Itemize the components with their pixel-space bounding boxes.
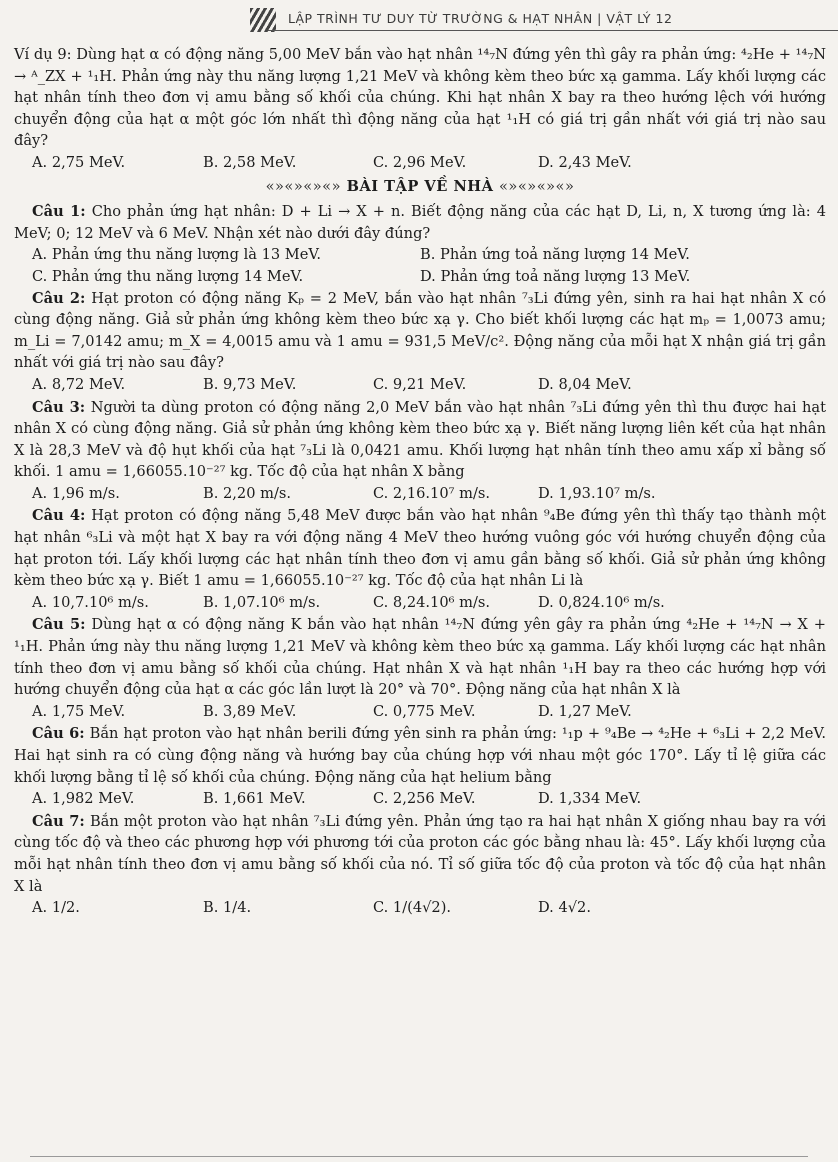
question-7-options xyxy=(14,897,826,919)
question-6-label: Câu 6: xyxy=(32,725,85,743)
question-2-label: Câu 2: xyxy=(32,289,86,307)
question-1-text: Cho phản ứng hạt nhân: D + Li → X + n. Biết động năng của các hạt D, Li, n, X tương ứng là: 4 MeV; 0; 12 MeV và 6 MeV. Nhận xét nào dưới đây đúng? xyxy=(14,203,827,242)
question-6 xyxy=(14,723,826,788)
question-4-option-a: A. 10,7.10⁶ m/s. xyxy=(32,593,149,611)
section-ornament-right: «»«»«»«» xyxy=(498,177,575,195)
question-6-option-d: D. 1,334 MeV. xyxy=(538,790,642,808)
question-1-label: Câu 1: xyxy=(32,203,86,221)
question-4-option-c: C. 8,24.10⁶ m/s. xyxy=(373,593,490,611)
page-header xyxy=(250,8,838,44)
question-2-option-a: A. 8,72 MeV. xyxy=(32,375,126,393)
question-2-option-b: B. 9,73 MeV. xyxy=(203,375,297,393)
homework-section-heading xyxy=(14,176,826,198)
question-1-option-b: B. Phản ứng toả năng lượng 14 MeV. xyxy=(420,246,690,264)
question-5-label: Câu 5: xyxy=(32,616,86,634)
example-9-option-a: A. 2,75 MeV. xyxy=(32,153,126,171)
example-9-option-d: D. 2,43 MeV. xyxy=(538,153,632,171)
question-7 xyxy=(14,811,826,897)
question-1-option-a: A. Phản ứng thu năng lượng là 13 MeV. xyxy=(32,246,321,264)
question-5-option-d: D. 1,27 MeV. xyxy=(538,702,632,720)
question-6-options xyxy=(14,788,826,810)
example-9-options xyxy=(14,152,826,174)
question-6-option-b: B. 1,661 MeV. xyxy=(203,790,306,808)
header-rule xyxy=(268,30,838,31)
question-1-option-d: D. Phản ứng toả năng lượng 13 MeV. xyxy=(420,267,691,285)
question-5-options xyxy=(14,701,826,723)
question-1 xyxy=(14,201,826,244)
section-title: BÀI TẬP VỀ NHÀ xyxy=(346,177,494,195)
question-5-option-a: A. 1,75 MeV. xyxy=(32,702,126,720)
question-5-option-c: C. 0,775 MeV. xyxy=(373,702,476,720)
question-5-option-b: B. 3,89 MeV. xyxy=(203,702,297,720)
question-2-options xyxy=(14,374,826,396)
question-2-option-d: D. 8,04 MeV. xyxy=(538,375,632,393)
question-5-text: Dùng hạt α có động năng K bắn vào hạt nhân ¹⁴₇N đứng yên gây ra phản ứng ⁴₂He + ¹⁴₇N → X + ¹₁H. Phản ứng này thu năng lượng 1,21 MeV và không kèm theo bức xạ gamma. Lấy khối lượng các hạt nhân tính theo đơn vị amu bằng số khối của chúng. Hạt nhân X và hạt nhân ¹₁H bay ra theo các hướng hợp với hướng chuyển động của hạt α các góc lần lượt là 20° và 70°. Động năng của hạt nhân X là xyxy=(14,616,827,699)
question-4 xyxy=(14,505,826,591)
question-6-text: Bắn hạt proton vào hạt nhân berili đứng yên sinh ra phản ứng: ¹₁p + ⁹₄Be → ⁴₂He + ⁶₃Li + 2,2 MeV. Hai hạt sinh ra có cùng động năng và hướng bay của chúng hợp với nhau một góc 170°. Lấy tỉ lệ giữa các khối lượng bằng tỉ lệ số khối của chúng. Động năng của hạt helium bằng xyxy=(14,725,826,786)
question-2-text: Hạt proton có động năng Kₚ = 2 MeV, bắn vào hạt nhân ⁷₃Li đứng yên, sinh ra hai hạt nhân X có cùng động năng. Giả sử phản ứng không kèm theo bức xạ γ. Cho biết khối lượng các hạt mₚ = 1,0073 amu; m_Li = 7,0142 amu; m_X = 4,0015 amu và 1 amu = 931,5 MeV/c². Động năng của mỗi hạt X nhận giá trị gần nhất với giá trị nào sau đây? xyxy=(14,289,827,372)
question-3-text: Người ta dùng proton có động năng 2,0 MeV bắn vào hạt nhân ⁷₃Li đứng yên thì thu được hai hạt nhân X có cùng động năng. Giả sử phản ứng không kèm theo bức xạ γ. Biết năng lượng liên kết của hạt nhân X là 28,3 MeV và độ hụt khối của hạt ⁷₃Li là 0,0421 amu. Khối lượng hạt nhân tính theo amu xấp xỉ bằng số khối. 1 amu = 1,66055.10⁻²⁷ kg. Tốc độ của hạt nhân X bằng xyxy=(14,398,826,481)
question-1-options xyxy=(14,244,826,287)
question-6-option-a: A. 1,982 MeV. xyxy=(32,790,135,808)
footer-rule xyxy=(30,1156,808,1157)
question-4-text: Hạt proton có động năng 5,48 MeV được bắn vào hạt nhân ⁹₄Be đứng yên thì thấy tạo thành một hạt nhân ⁶₃Li và một hạt X bay ra với động năng 4 MeV theo hướng vuông góc với hướng chuyển động của hạt proton tới. Lấy khối lượng các hạt nhân tính theo đơn vị amu gần bằng số khối. Giả sử phản ứng không kèm theo bức xạ γ. Biết 1 amu = 1,66055.10⁻²⁷ kg. Tốc độ của hạt nhân Li là xyxy=(14,507,826,590)
question-7-option-b: B. 1/4. xyxy=(203,899,252,917)
question-7-text: Bắn một proton vào hạt nhân ⁷₃Li đứng yên. Phản ứng tạo ra hai hạt nhân X giống nhau bay ra với cùng tốc độ và theo các phương hợp với phương tới của proton các góc bằng nhau là: 45°. Lấy khối lượng của mỗi hạt nhân tính theo đơn vị amu bằng số khối của nó. Tỉ số giữa tốc độ của proton và tốc độ của hạt nhân X là xyxy=(14,812,827,895)
question-3-option-c: C. 2,16.10⁷ m/s. xyxy=(373,484,490,502)
document-body xyxy=(14,44,826,920)
question-3-options xyxy=(14,483,826,505)
question-7-option-d: D. 4√2. xyxy=(538,899,591,917)
header-stripe-decoration xyxy=(250,8,276,32)
question-4-label: Câu 4: xyxy=(32,507,86,525)
question-3 xyxy=(14,397,826,483)
question-4-option-b: B. 1,07.10⁶ m/s. xyxy=(203,593,321,611)
question-3-option-d: D. 1,93.10⁷ m/s. xyxy=(538,484,656,502)
example-9-text: Ví dụ 9: Dùng hạt α có động năng 5,00 MeV bắn vào hạt nhân ¹⁴₇N đứng yên thì gây ra phản ứng: ⁴₂He + ¹⁴₇N → ᴬ_ZX + ¹₁H. Phản ứng này thu năng lượng 1,21 MeV và không kèm theo bức xạ gamma. Lấy khối lượng các hạt nhân tính theo đơn vị amu bằng số khối của chúng. Khi hạt nhân X bay ra theo hướng lệch với hướng chuyển động của hạt α một góc lớn nhất thì động năng của hạt ¹₁H có giá trị gần nhất với giá trị nào sau đây? xyxy=(14,46,826,150)
section-ornament-left: «»«»«»«» xyxy=(265,177,342,195)
question-2 xyxy=(14,288,826,374)
question-4-option-d: D. 0,824.10⁶ m/s. xyxy=(538,593,665,611)
question-7-option-a: A. 1/2. xyxy=(32,899,80,917)
question-3-option-b: B. 2,20 m/s. xyxy=(203,484,292,502)
example-9-option-b: B. 2,58 MeV. xyxy=(203,153,297,171)
question-3-option-a: A. 1,96 m/s. xyxy=(32,484,120,502)
question-7-label: Câu 7: xyxy=(32,812,85,830)
question-4-options xyxy=(14,592,826,614)
question-1-option-c: C. Phản ứng thu năng lượng 14 MeV. xyxy=(32,267,304,285)
question-3-label: Câu 3: xyxy=(32,398,86,416)
question-5 xyxy=(14,614,826,700)
question-7-option-c: C. 1/(4√2). xyxy=(373,899,452,917)
question-6-option-c: C. 2,256 MeV. xyxy=(373,790,476,808)
example-9-option-c: C. 2,96 MeV. xyxy=(373,153,467,171)
header-title: LẬP TRÌNH TƯ DUY TỪ TRƯỜNG & HẠT NHÂN | VẬT LÝ 12 xyxy=(288,11,673,26)
question-2-option-c: C. 9,21 MeV. xyxy=(373,375,467,393)
